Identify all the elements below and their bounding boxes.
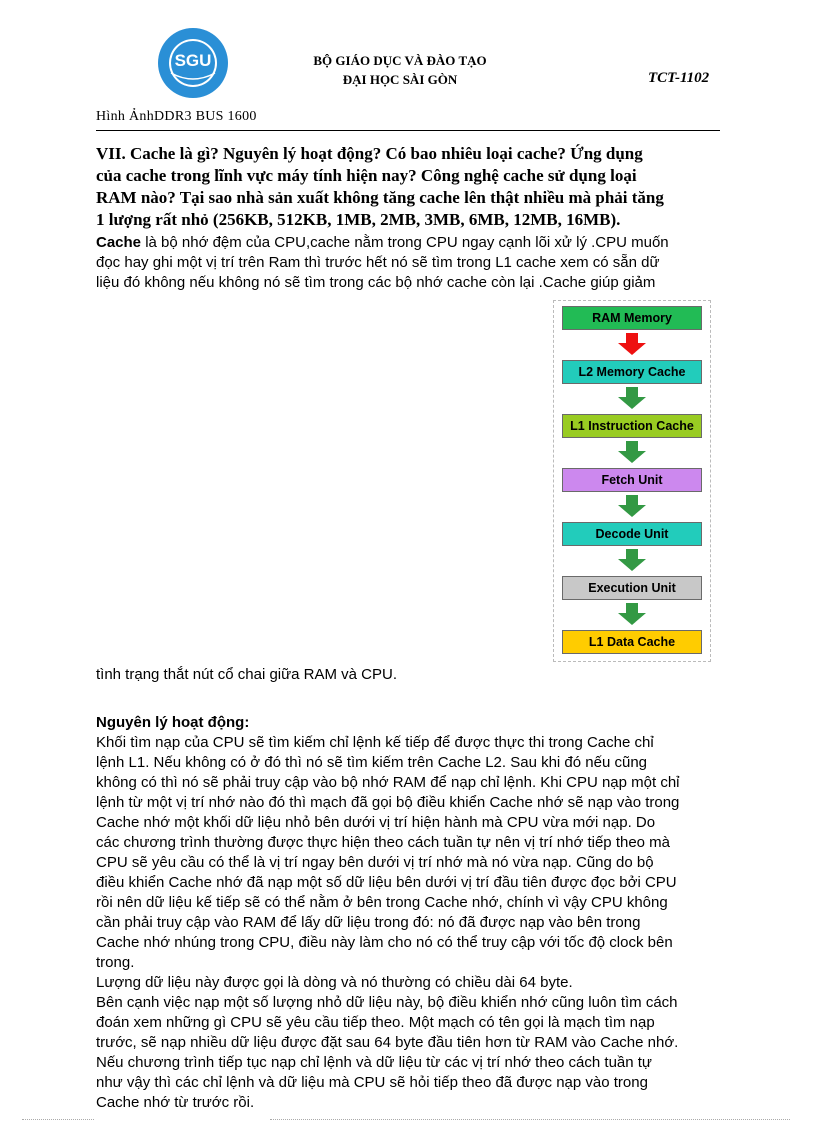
logo-text: SGU (174, 51, 212, 70)
arrow-down-icon (618, 387, 646, 409)
principle-line: trước, sẽ nạp nhiều dữ liệu được đặt sau 64 byte đầu tiên hơn từ RAM vào Cache nhớ. (96, 1034, 679, 1051)
header-divider (96, 130, 720, 131)
arrow-down-icon (618, 603, 646, 625)
principle-line: lệnh L1. Nếu không có ở đó thì nó sẽ tìm kiếm trên Cache L2. Sau khi đó nếu cũng (96, 754, 648, 771)
fetch-unit-box: Fetch Unit (562, 468, 702, 492)
intro-continuation: tình trạng thắt nút cổ chai giữa RAM và CPU. (96, 666, 398, 683)
cache-flow-diagram (553, 300, 711, 662)
intro-paragraph (96, 233, 716, 293)
principle-line: không có thì nó sẽ phải truy cập vào bộ nhớ RAM để nạp chỉ lệnh. Khi CPU nạp một chỉ (96, 774, 680, 791)
principle-line: Cache nhớ một khối dữ liệu nhỏ bên dưới vị trí hiện hành mà CPU vừa mới nạp. Do (96, 814, 656, 831)
footer-divider-right (270, 1119, 790, 1120)
arrow-down-icon (618, 333, 646, 355)
principle-line: CPU sẽ yêu cầu có thể là vị trí ngay bên dưới vị trí nhớ mà nó vừa nạp. Cũng do bộ (96, 854, 654, 871)
arrow-down-icon (618, 549, 646, 571)
ministry-name: BỘ GIÁO DỤC VÀ ĐÀO TẠO (313, 53, 487, 68)
intro-line: liệu đó không nếu không nó sẽ tìm trong các bộ nhớ cache còn lại .Cache giúp giảm (96, 274, 656, 291)
principle-line: cần phải truy cập vào RAM để lấy dữ liệu trong đó: nó đã được nạp vào bên trong (96, 914, 641, 931)
principle-body (96, 733, 726, 1113)
intro-text: là bộ nhớ đệm của CPU,cache nằm trong CPU ngay cạnh lõi xử lý .CPU muốn (141, 234, 669, 251)
decode-unit-box: Decode Unit (562, 522, 702, 546)
ram-memory-box: RAM Memory (562, 306, 702, 330)
principle-line: lệnh từ một vị trí nhớ nào đó thì mạch đã gọi bộ điều khiển Cache nhớ sẽ nạp vào trong (96, 794, 680, 811)
university-name: ĐẠI HỌC SÀI GÒN (342, 72, 458, 87)
execution-unit-box: Execution Unit (562, 576, 702, 600)
section-heading-line: RAM nào? Tại sao nhà sản xuất không tăng cache lên thật nhiều mà phải tăng (96, 188, 664, 207)
l1-instruction-cache-box: L1 Instruction Cache (562, 414, 702, 438)
principle-line: Khối tìm nạp của CPU sẽ tìm kiếm chỉ lệnh kế tiếp để được thực thi trong Cache chỉ (96, 734, 654, 751)
principle-line: rồi nên dữ liệu kế tiếp sẽ có thể nằm ở bên trong Cache nhớ, chính vì vậy CPU không (96, 894, 668, 911)
document-id: TCT-1102 (648, 70, 710, 86)
l2-memory-cache-box: L2 Memory Cache (562, 360, 702, 384)
arrow-down-icon (618, 495, 646, 517)
section-heading-line: VII. Cache là gì? Nguyên lý hoạt động? Có bao nhiêu loại cache? Ứng dụng (96, 144, 643, 163)
principle-heading: Nguyên lý hoạt động: (96, 714, 250, 731)
section-heading (96, 143, 726, 231)
principle-line: Nếu chương trình tiếp tục nạp chỉ lệnh và dữ liệu từ các vị trí nhớ theo cách tuần tự (96, 1054, 652, 1071)
section-heading-line: của cache trong lĩnh vực máy tính hiện nay? Công nghệ cache sử dụng loại (96, 166, 637, 185)
principle-line: như vậy thì các chỉ lệnh và dữ liệu mà CPU sẽ hỏi tiếp theo đã được nạp vào trong (96, 1074, 648, 1091)
principle-line: đoán xem những gì CPU sẽ yêu cầu tiếp theo. Một mạch có tên gọi là mạch tìm nạp (96, 1014, 655, 1031)
section-heading-line: 1 lượng rất nhỏ (256KB, 512KB, 1MB, 2MB, 3MB, 6MB, 12MB, 16MB). (96, 210, 621, 229)
principle-line: trong. (96, 954, 135, 971)
l1-data-cache-box: L1 Data Cache (562, 630, 702, 654)
intro-line (96, 233, 716, 253)
principle-line: Bên cạnh việc nạp một số lượng nhỏ dữ liệu này, bộ điều khiển nhớ cũng luôn tìm cách (96, 994, 678, 1011)
principle-line: điều khiển Cache nhớ đã nạp một số dữ liệu bên dưới vị trí đầu tiên được đọc bởi CPU (96, 874, 677, 891)
footer-divider-left (22, 1119, 94, 1120)
principle-line: các chương trình thường được thực hiện theo cách tuần tự nên vị trí nhớ tiếp theo mà (96, 834, 671, 851)
principle-line: Cache nhớ nhúng trong CPU, điều này làm cho nó có thể truy cập với tốc độ clock bên (96, 934, 673, 951)
university-logo (157, 27, 229, 99)
arrow-down-icon (618, 441, 646, 463)
principle-line: Cache nhớ từ trước rồi. (96, 1094, 255, 1111)
principle-line: Lượng dữ liệu này được gọi là dòng và nó thường có chiều dài 64 byte. (96, 974, 573, 991)
image-caption: Hình ẢnhDDR3 BUS 1600 (96, 109, 257, 124)
intro-term: Cache (96, 234, 142, 251)
intro-line: đọc hay ghi một vị trí trên Ram thì trước hết nó sẽ tìm trong L1 cache xem có sẵn dữ (96, 254, 660, 271)
